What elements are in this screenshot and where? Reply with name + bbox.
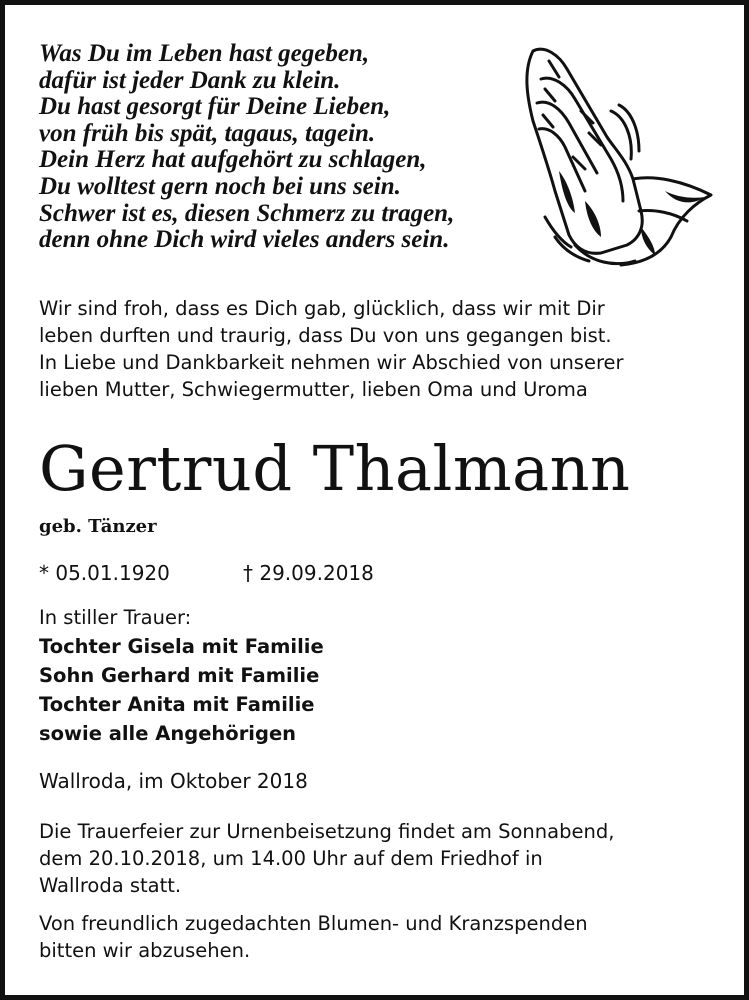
mourner-name: sowie alle Angehörigen <box>39 722 297 745</box>
maiden-name: geb. Tänzer <box>39 516 157 537</box>
intro-line: In Liebe und Dankbarkeit nehmen wir Abschied von unserer <box>39 351 624 374</box>
intro-line: Wir sind froh, dass es Dich gab, glücklich, dass wir mit Dir <box>39 297 605 320</box>
poem-line: dafür ist jeder Dank zu klein. <box>39 66 341 94</box>
place-date: Wallroda, im Oktober 2018 <box>39 769 308 793</box>
ceremony-line: dem 20.10.2018, um 14.00 Uhr auf dem Friedhof in <box>39 847 543 870</box>
poem-line: Dein Herz hat aufgehört zu schlagen, <box>39 146 427 174</box>
birth-date: * 05.01.1920 <box>39 561 170 585</box>
mourner-name: Sohn Gerhard mit Familie <box>39 664 320 687</box>
intro-line: lieben Mutter, Schwiegermutter, lieben Oma und Uroma <box>39 378 588 401</box>
flowers-note <box>39 910 588 964</box>
mourner-name: Tochter Anita mit Familie <box>39 693 315 716</box>
death-date: † 29.09.2018 <box>243 561 374 585</box>
ceremony-line: Wallroda statt. <box>39 874 182 897</box>
poem-line: von früh bis spät, tagaus, tagein. <box>39 119 376 147</box>
poem-line: denn ohne Dich wird vieles anders sein. <box>39 226 450 254</box>
poem-line: Was Du im Leben hast gegeben, <box>39 40 370 67</box>
deceased-name: Gertrud Thalmann <box>39 432 631 505</box>
poem-line: Du hast gesorgt für Deine Lieben, <box>39 93 391 121</box>
ceremony-line: Die Trauerfeier zur Urnenbeisetzung findet am Sonnabend, <box>39 820 615 843</box>
mourners-heading: In stiller Trauer: <box>39 606 192 629</box>
mourners-block <box>39 603 324 748</box>
poem-line: Schwer ist es, diesen Schmerz zu tragen, <box>39 199 455 227</box>
mourner-name: Tochter Gisela mit Familie <box>39 635 324 658</box>
poem <box>39 41 454 254</box>
flowers-line: bitten wir abzusehen. <box>39 939 251 962</box>
poem-line: Du wolltest gern noch bei uns sein. <box>39 172 401 200</box>
ceremony-notice <box>39 818 614 899</box>
intro-line: leben durften und traurig, dass Du von uns gegangen bist. <box>39 324 612 347</box>
intro-text <box>39 295 709 403</box>
praying-hands-icon <box>515 41 725 271</box>
flowers-line: Von freundlich zugedachten Blumen- und Kranzspenden <box>39 912 588 935</box>
